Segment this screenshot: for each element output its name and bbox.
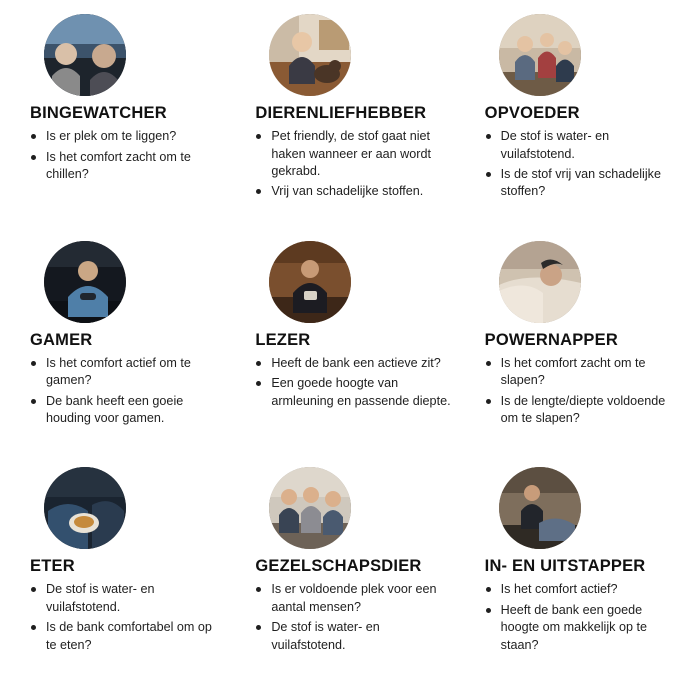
persona-bullet: Is het comfort zacht om te chillen? — [30, 149, 225, 184]
persona-bullet: De stof is water- en vuilafstotend. — [255, 619, 454, 654]
persona-title: GAMER — [30, 330, 93, 349]
persona-photo-gezelschapsdier — [269, 467, 351, 549]
persona-title: LEZER — [255, 330, 311, 349]
persona-bullet: Is er plek om te liggen? — [30, 128, 225, 145]
persona-bullet: Is de lengte/diepte voldoende om te slapen? — [485, 393, 684, 428]
persona-bullet: De stof is water- en vuilafstotend. — [30, 581, 225, 616]
persona-bullet: De bank heeft een goeie houding voor gamen. — [30, 393, 225, 428]
persona-bullets — [255, 128, 454, 204]
persona-card-powernapper — [465, 241, 694, 468]
persona-photo-powernapper — [499, 241, 581, 323]
persona-bullet: Is de bank comfortabel om op te eten? — [30, 619, 225, 654]
persona-photo-in-en-uitstapper — [499, 467, 581, 549]
persona-card-gamer — [6, 241, 235, 468]
persona-bullets — [255, 355, 454, 413]
persona-bullet: Is het comfort zacht om te slapen? — [485, 355, 684, 390]
persona-title: GEZELSCHAPSDIER — [255, 557, 422, 576]
persona-title: ETER — [30, 557, 75, 576]
persona-bullet: Pet friendly, de stof gaat niet haken wanneer er aan wordt gekrabd. — [255, 128, 454, 180]
persona-bullets — [485, 128, 684, 204]
persona-card-lezer — [235, 241, 464, 468]
persona-bullet: Is het comfort actief? — [485, 581, 684, 598]
persona-bullets — [30, 581, 225, 657]
persona-bullet: De stof is water- en vuilafstotend. — [485, 128, 684, 163]
persona-photo-lezer — [269, 241, 351, 323]
persona-bullets — [30, 355, 225, 431]
persona-title: DIERENLIEFHEBBER — [255, 104, 427, 122]
persona-bullet: Is het comfort actief om te gamen? — [30, 355, 225, 390]
persona-photo-bingewatcher — [44, 14, 126, 96]
persona-photo-opvoeder — [499, 14, 581, 96]
persona-photo-gamer — [44, 241, 126, 323]
persona-bullets — [485, 581, 684, 657]
persona-bullets — [255, 581, 454, 657]
persona-card-eter — [6, 467, 235, 694]
persona-title: OPVOEDER — [484, 104, 580, 122]
persona-bullets — [30, 128, 225, 186]
persona-photo-dierenliefhebber — [269, 14, 351, 96]
persona-card-bingewatcher — [6, 14, 235, 241]
persona-bullet: Heeft de bank een goede hoogte om makkelijk op te staan? — [485, 602, 684, 654]
persona-bullet: Een goede hoogte van armleuning en passende diepte. — [255, 375, 454, 410]
persona-title: POWERNAPPER — [484, 330, 618, 349]
persona-bullet: Heeft de bank een actieve zit? — [255, 355, 454, 372]
persona-bullets — [485, 355, 684, 431]
persona-photo-eter — [44, 467, 126, 549]
persona-title: IN- EN UITSTAPPER — [484, 557, 646, 576]
persona-title: BINGEWATCHER — [30, 104, 167, 122]
persona-card-in-en-uitstapper — [465, 467, 694, 694]
persona-bullet: Is de stof vrij van schadelijke stoffen? — [485, 166, 684, 201]
persona-card-gezelschapsdier — [235, 467, 464, 694]
persona-card-opvoeder — [465, 14, 694, 241]
persona-bullet: Is er voldoende plek voor een aantal mensen? — [255, 581, 454, 616]
persona-card-dierenliefhebber — [235, 14, 464, 241]
persona-bullet: Vrij van schadelijke stoffen. — [255, 183, 454, 200]
